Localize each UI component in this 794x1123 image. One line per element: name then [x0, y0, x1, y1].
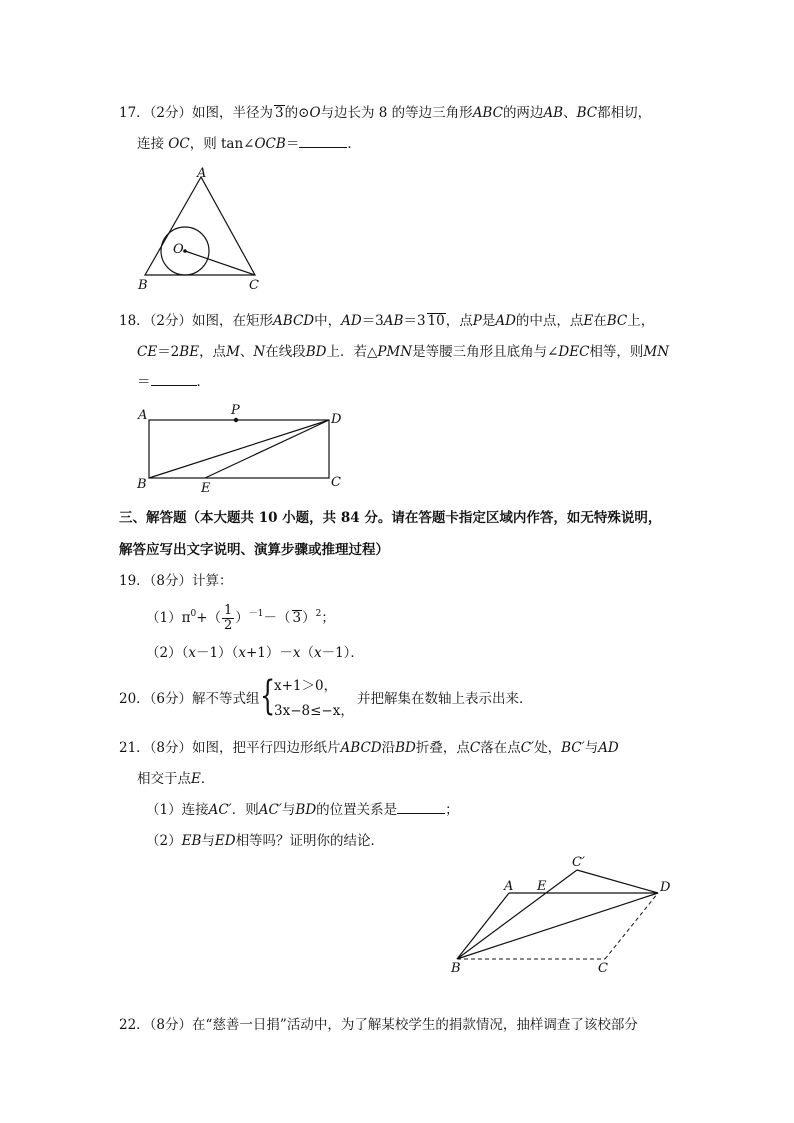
q19-title: 19．（8分）计算：	[119, 573, 233, 589]
q20-suffix: 并把解集在数轴上表示出来．	[357, 691, 533, 707]
label-c: C	[598, 961, 608, 976]
label-d: D	[660, 880, 671, 895]
label-e: E	[537, 879, 547, 894]
q17-line1: 17．（2分）如图，半径为 3的⊙O与边长为 8 的等边三角形ABC的两边AB、BC都相切，	[119, 105, 652, 121]
diagonal-bd	[149, 420, 329, 478]
section3-heading-line2: 解答应写出文字说明、演算步骤或推理过程）	[119, 542, 389, 558]
label-b: B	[137, 477, 147, 492]
answer-blank-q21[interactable]	[397, 801, 445, 814]
sqrt-10: 10	[427, 313, 445, 329]
system-brace: {	[260, 673, 276, 719]
q20-inequality-1: x+1＞0，	[274, 678, 338, 694]
segment-ed	[205, 420, 329, 478]
sqrt-3: 3	[275, 105, 284, 121]
label-a: A	[504, 879, 514, 894]
label-a: A	[138, 408, 148, 423]
label-b: B	[451, 961, 461, 976]
answer-blank-q18[interactable]	[151, 373, 197, 386]
diagonal-bd	[457, 893, 658, 959]
point-p	[234, 418, 238, 422]
answer-blank-q17[interactable]	[299, 135, 347, 148]
q17-triangle-figure	[130, 165, 280, 295]
q22-line1: 22．（8分）在“慈善一日捐”活动中，为了解某校学生的捐款情况，抽样调查了该校部分	[119, 1017, 638, 1033]
q18-line2: CE＝2BE，点M、N在线段BD上．若△PMN是等腰三角形且底角与∠DEC相等，则MN	[137, 344, 670, 360]
segment-bc-prime	[457, 870, 577, 959]
dashed-side-cd	[605, 893, 658, 959]
label-c-prime: C′	[572, 855, 585, 870]
q19-part2: （2）（x－1）（x+1）－x（x－1）．	[146, 645, 364, 661]
q17-line2: 连接 OC，则 tan∠OCB＝ ．	[137, 136, 361, 152]
fraction-one-half: $\frac{1}{2}$	[224, 603, 233, 633]
segment-c-prime-d	[577, 870, 658, 893]
label-e: E	[201, 481, 211, 495]
section3-heading-line1: 三、解答题（本大题共 10 小题，共 84 分。请在答题卡指定区域内作答，如无特殊说明，	[119, 510, 662, 526]
q21-parallelogram-figure	[440, 850, 680, 980]
label-o: O	[173, 242, 184, 257]
label-p: P	[231, 403, 240, 418]
label-c: C	[331, 475, 341, 490]
label-b: B	[138, 278, 148, 293]
q21-part1: （1）连接AC′．则AC′与BD的位置关系是 ；	[146, 802, 459, 818]
label-c: C	[249, 278, 259, 293]
label-a: A	[197, 166, 207, 181]
q21-line2: 相交于点E．	[137, 771, 215, 787]
q18-rectangle-figure	[130, 400, 350, 495]
label-d: D	[331, 412, 342, 427]
center-point-o	[183, 249, 187, 253]
triangle-abc	[145, 177, 255, 275]
q21-line1: 21．（8分）如图，把平行四边形纸片ABCD沿BD折叠，点C落在点C′处，BC′与AD	[119, 740, 619, 756]
q21-part2: （2）EB与ED相等吗？证明你的结论．	[146, 833, 385, 849]
q18-line3: ＝ ．	[137, 374, 210, 390]
q20-prefix: 20．（6分）解不等式组	[119, 691, 260, 707]
q19-part1: $(1)\pi^0+$（ $\frac{1}{2}$ ）$^{-1}$－（ 3）$^2$；	[146, 603, 335, 633]
segment-oc	[185, 251, 255, 275]
q18-line1: 18．（2分）如图，在矩形ABCD中，AD＝3AB＝3 10，点P是AD的中点，点E在BC上，	[119, 313, 655, 329]
sqrt-3: 3	[292, 610, 302, 626]
q20-inequality-2: 3x−8≤−x，	[274, 703, 354, 719]
